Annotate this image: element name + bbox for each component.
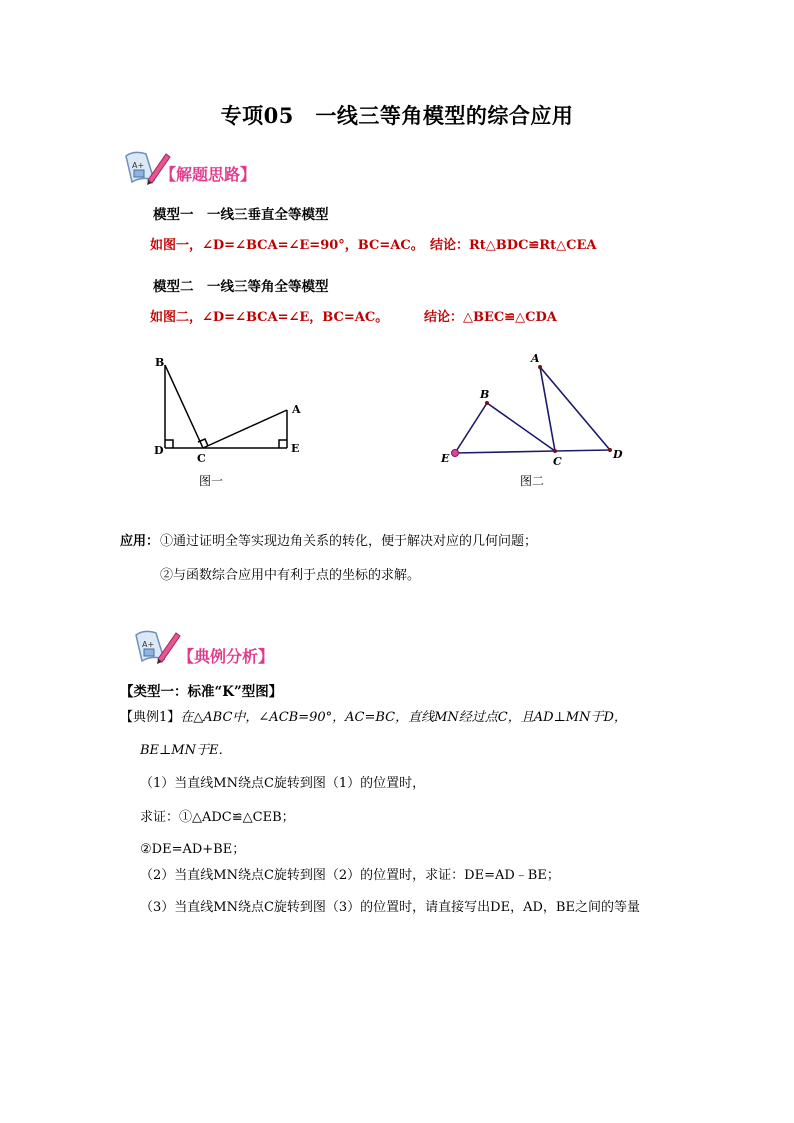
fig1-label-d: D (154, 444, 164, 457)
example-line1-text: 在△ABC中，∠ACB=90°，AC=BC，直线MN经过点C，且AD⊥MN于D， (180, 710, 627, 725)
svg-text:A+: A+ (142, 640, 155, 649)
example-line-1 (120, 706, 627, 725)
question-1-prove: 求证：①△ADC≌△CEB； (140, 810, 295, 825)
application-item-1: ①通过证明全等实现边角关系的转化，便于解决对应的几何问题； (160, 534, 538, 549)
figure-one-caption: 图一 (199, 474, 224, 488)
question-1: （1）当直线MN绕点C旋转到图（1）的位置时， (140, 776, 426, 791)
model2-title: 模型二 一线三等角全等模型 (153, 279, 329, 295)
section-badge-examples: 【典例分析】 (178, 647, 275, 666)
fig1-label-a: A (292, 403, 301, 416)
fig1-label-e: E (291, 442, 300, 455)
model2-conclusion: 结论：△BEC≌△CDA (424, 310, 557, 325)
figure-two-caption: 图二 (520, 474, 545, 488)
type1-heading: 【类型一：标准“K”型图】 (120, 684, 283, 700)
figure-one (145, 350, 315, 470)
section-badge-thinking: 【解题思路】 (160, 165, 257, 184)
figure-two (435, 345, 635, 470)
svg-text:A+: A+ (132, 161, 145, 170)
fig1-label-c: C (197, 452, 206, 465)
model1-conclusion: 结论：Rt△BDC≌Rt△CEA (430, 238, 597, 253)
application-item-2: ②与函数综合应用中有利于点的坐标的求解。 (160, 568, 421, 583)
fig1-label-b: B (155, 356, 165, 369)
application-label: 应用： (120, 534, 160, 549)
fig2-label-b: B (480, 388, 490, 401)
fig2-label-e: E (441, 452, 450, 465)
pencil-paper-icon-2 (130, 625, 182, 669)
model2-condition: 如图二，∠D=∠BCA=∠E，BC=AC。 (150, 310, 389, 325)
question-1-part-2: ②DE=AD+BE； (140, 842, 246, 857)
example-line-2: BE⊥MN于E． (140, 743, 232, 758)
fig2-label-d: D (613, 448, 623, 461)
question-3: （3）当直线MN绕点C旋转到图（3）的位置时，请直接写出DE，AD，BE之间的等量 (140, 900, 640, 915)
page-title: 专项05 一线三等角模型的综合应用 (220, 103, 574, 128)
model1-title: 模型一 一线三垂直全等模型 (153, 207, 329, 223)
example-tag: 【典例1】 (120, 710, 181, 725)
fig2-label-a: A (531, 352, 540, 365)
fig2-label-c: C (553, 455, 562, 468)
question-2: （2）当直线MN绕点C旋转到图（2）的位置时，求证：DE=AD﹣BE； (140, 868, 560, 883)
model1-condition: 如图一，∠D=∠BCA=∠E=90°，BC=AC。 (150, 238, 424, 253)
